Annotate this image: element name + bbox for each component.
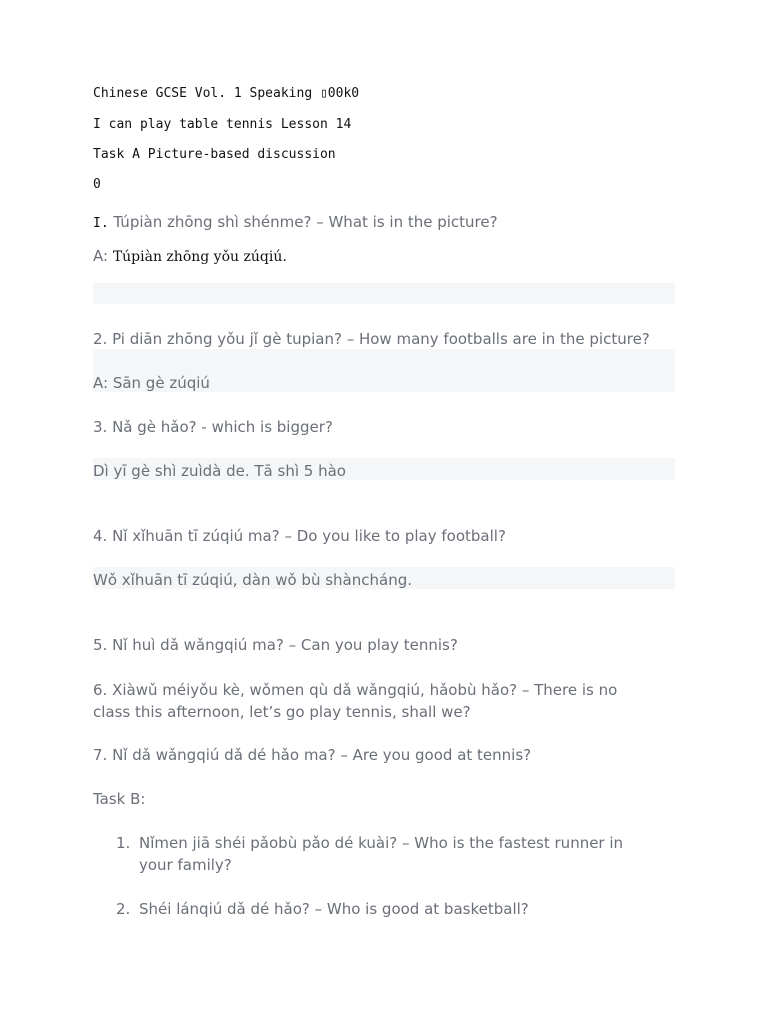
answer-2: A: Sān gè zúqiú — [93, 374, 210, 392]
question-1 — [93, 211, 498, 235]
lesson-title: I can play table tennis Lesson 14 — [93, 117, 352, 132]
answer-box-blank — [93, 283, 675, 304]
answer-4: Wǒ xǐhuān tī zúqiú, dàn wǒ bù shàncháng. — [93, 571, 412, 589]
answer-1 — [93, 245, 287, 268]
question-6-line-2: class this afternoon, let’s go play tennis, shall we? — [93, 703, 471, 721]
task-b-title: Task B: — [93, 790, 146, 808]
task-b-item-1-line-2: your family? — [139, 856, 232, 874]
task-b-item-1-line-1: Nǐmen jiā shéi pǎobù pǎo dé kuài? – Who is the fastest runner in — [139, 834, 624, 852]
question-5: 5. Nǐ huì dǎ wǎngqiú ma? – Can you play tennis? — [93, 636, 458, 654]
answer-3: Dì yī gè shì zuìdà de. Tā shì 5 hào — [93, 462, 346, 480]
doc-title: Chinese GCSE Vol. 1 Speaking ▯00k0 — [93, 86, 360, 101]
question-1-text: Túpiàn zhōng shì shénme? – What is in the picture? — [108, 213, 498, 231]
question-7: 7. Nǐ dǎ wǎngqiú dǎ dé hǎo ma? – Are you good at tennis? — [93, 746, 532, 764]
question-6-line-1: 6. Xiàwǔ méiyǒu kè, wǒmen qù dǎ wǎngqiú, hǎobù hǎo? – There is no — [93, 681, 618, 699]
task-a-title: Task A Picture-based discussion — [93, 147, 336, 162]
question-3: 3. Nǎ gè hǎo? - which is bigger? — [93, 418, 333, 436]
answer-1-prefix: A: — [93, 247, 113, 265]
task-b-item-2-number: 2. — [116, 900, 131, 918]
question-2: 2. Pi diān zhōng yǒu jǐ gè tupian? – How many footballs are in the picture? — [93, 330, 650, 348]
task-b-item-2-line-1: Shéi lánqiú dǎ dé hǎo? – Who is good at basketball? — [139, 900, 529, 918]
question-1-number: I. — [93, 216, 109, 231]
question-4: 4. Nǐ xǐhuān tī zúqiú ma? – Do you like to play football? — [93, 527, 506, 545]
task-b-item-1-number: 1. — [116, 834, 131, 852]
answer-1-text: Túpiàn zhōng yǒu zúqiú. — [112, 249, 287, 265]
zero-line: 0 — [93, 177, 101, 192]
